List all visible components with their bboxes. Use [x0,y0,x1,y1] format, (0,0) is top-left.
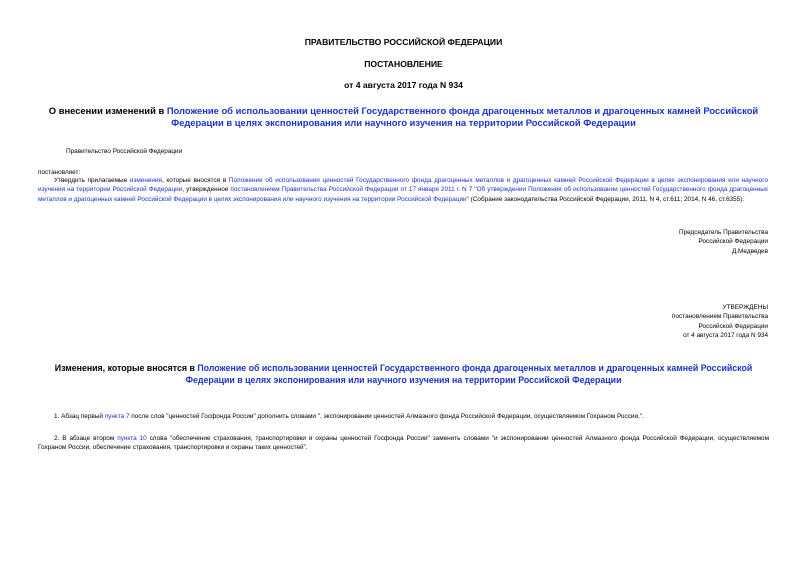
change-item-2 [38,434,769,453]
changes-regulation-link[interactable]: Положение об использовании ценностей Государственного фонда драгоценных металлов и драгоценных камней Российской Федерации в целях экспонирования или научного изучения на территории Российской Федерации [185,363,753,385]
signature-line-1: Председатель Правительства [679,229,768,236]
signature-line-2: Российской Федерации [698,238,768,246]
item2-text-2: слова "обеспечение страхования, транспортировки и охраны ценностей Госфонда России" заменить словами "и экспонировании ценностей Алмазного фонда Российской Федерации, осуществляемом Гохраном России, обеспечение страхования, транспортировки и охраны таких ценностей". [38,435,769,452]
doc-type-heading: ПОСТАНОВЛЕНИЕ [364,59,443,69]
resolution-paragraph [38,176,768,204]
changes-title-prefix: Изменения, которые вносятся в [54,363,198,373]
signature-block [679,228,768,256]
decree-link[interactable]: постановлением Правительства Российской Федерации от 17 января 2011 г. N 7 "Об утверждении Положения об использовании ценностей Государственного фонда драгоценных металлов и драгоценных камней Российской Федерации в целях экспонирования или научного изучения на территории Российской Федерации" [38,186,768,203]
point-7-link[interactable]: пункта 7 [104,413,130,420]
government-label: Правительство Российской Федерации [66,148,183,155]
approved-line-3: Российской Федерации [698,322,768,330]
resolution-text-1: Утвердить прилагаемые [54,177,130,184]
approved-line-4: от 4 августа 2017 года N 934 [683,332,768,340]
date-number-heading: от 4 августа 2017 года N 934 [344,80,463,90]
resolution-text-3: , утвержденное [182,186,231,194]
resolution-text-4: (Собрание законодательства Российской Федерации, 2011, N 4, ст.611; 2014, N 46, ст.6355). [468,195,745,203]
point-10-link[interactable]: пункта 10 [117,435,147,442]
changes-link[interactable]: изменения [129,177,162,184]
authority-heading: ПРАВИТЕЛЬСТВО РОССИЙСКОЙ ФЕДЕРАЦИИ [304,37,503,47]
title-prefix: О внесении изменений в [48,105,167,116]
resolves-label: постановляет: [38,169,81,176]
item1-text-1: 1. Абзац первый [54,413,105,420]
approved-line-1: УТВЕРЖДЕНЫ [722,304,768,311]
approved-block [672,303,768,341]
item1-text-2: после слов "ценностей Госфонда России" дополнить словами ", экспонировании ценностей Алмазного фонда Российской Федерации, осуществляемом Гохраном России,". [129,413,644,420]
change-item-1 [38,412,769,421]
approved-line-2: постановлением Правительства [672,313,768,321]
regulation-link[interactable]: Положение об использовании ценностей Государственного фонда драгоценных металлов и драгоценных камней Российской Федерации в целях экспонирования или научного изучения на территории Российской Федерации [166,105,759,128]
item2-text-1: 2. В абзаце втором [54,435,118,442]
resolution-text-2: , которые вносятся в [161,177,229,184]
signature-name: Д.Медведев [731,247,768,255]
regulation-link-body[interactable]: Положение об использовании ценностей Государственного фонда драгоценных металлов и драгоценных камней Российской Федерации в целях экспонирования или научного изучения на территории Российской Федерации [38,177,769,194]
document-title [30,105,777,128]
changes-title [38,363,769,386]
